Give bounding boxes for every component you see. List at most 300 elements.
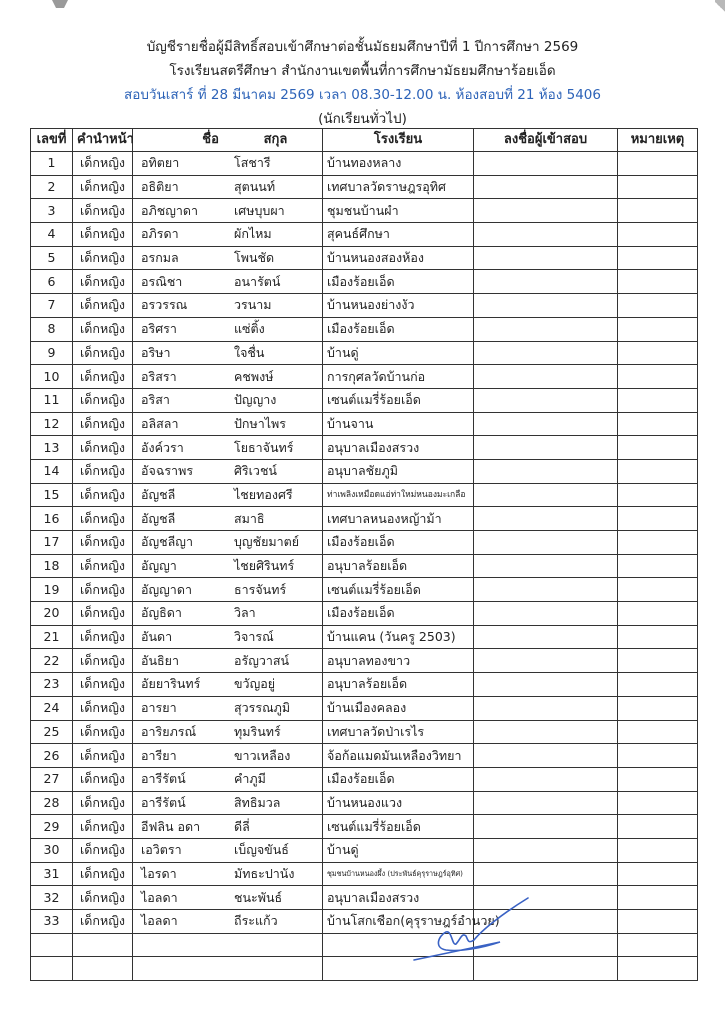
table-row [31,649,698,673]
first-name: อังค์วรา [141,439,184,455]
student-category: (นักเรียนทั่วไป) [318,111,407,127]
signature-cell[interactable] [474,388,618,412]
remark-cell[interactable] [618,175,698,199]
table-row [31,317,698,341]
remark-cell[interactable] [618,507,698,531]
remark-cell[interactable] [618,578,698,602]
row-number: 12 [31,412,73,436]
remark-cell[interactable] [618,886,698,910]
signature-stroke [414,898,528,960]
last-name: วิลา [234,605,256,621]
name-prefix [73,933,133,957]
row-number: 4 [31,223,73,247]
table-row [31,673,698,697]
signature-cell[interactable] [474,720,618,744]
row-number: 8 [31,317,73,341]
last-name: ขาวเหลือง [234,747,291,763]
remark-cell[interactable] [618,838,698,862]
full-name-cell [133,696,323,720]
table-row [31,412,698,436]
row-number: 33 [31,910,73,934]
school-name: สุคนธ์ศึกษา [323,223,474,247]
full-name-cell [133,910,323,934]
signature-cell[interactable] [474,602,618,626]
signature-cell[interactable] [474,862,618,886]
name-prefix: เด็กหญิง [73,673,133,697]
signature-cell[interactable] [474,507,618,531]
signature-cell[interactable] [474,483,618,507]
signature-cell[interactable] [474,815,618,839]
row-number [31,933,73,957]
name-prefix: เด็กหญิง [73,791,133,815]
row-number: 32 [31,886,73,910]
name-prefix: เด็กหญิง [73,531,133,555]
table-row [31,886,698,910]
name-prefix: เด็กหญิง [73,175,133,199]
full-name-cell [133,933,323,957]
remark-cell[interactable] [618,673,698,697]
remark-cell[interactable] [618,246,698,270]
row-number: 17 [31,531,73,555]
remark-cell[interactable] [618,294,698,318]
column-header-school: โรงเรียน [323,129,474,152]
name-prefix: เด็กหญิง [73,578,133,602]
school-name: อนุบาลชัยภูมิ [323,459,474,483]
school-name: เมืองร้อยเอ็ด [323,602,474,626]
name-prefix: เด็กหญิง [73,602,133,626]
name-prefix: เด็กหญิง [73,223,133,247]
remark-cell[interactable] [618,199,698,223]
remark-cell[interactable] [618,412,698,436]
table-row [31,767,698,791]
row-number: 25 [31,720,73,744]
row-number: 21 [31,625,73,649]
signature-cell[interactable] [474,838,618,862]
table-row [31,838,698,862]
name-prefix: เด็กหญิง [73,270,133,294]
school-name: เทศบาลวัดป่าเรไร [323,720,474,744]
table-row [31,270,698,294]
column-header-last-name: สกุล [263,132,288,147]
signature-cell[interactable] [474,578,618,602]
signature-cell[interactable] [474,412,618,436]
name-prefix: เด็กหญิง [73,838,133,862]
full-name-cell [133,554,323,578]
full-name-cell [133,223,323,247]
table-row [31,554,698,578]
last-name: คชพงษ์ [234,368,274,384]
first-name: อารียา [141,747,177,763]
full-name-cell [133,341,323,365]
row-number: 23 [31,673,73,697]
first-name: อันธิยา [141,652,180,668]
first-name: อารยา [141,700,177,716]
school-name: เซนต์แมรี่ร้อยเอ็ด [323,578,474,602]
school-name: อนุบาลเมืองสรวง [323,436,474,460]
signature-cell[interactable] [474,673,618,697]
name-prefix: เด็กหญิง [73,696,133,720]
first-name: อรณิชา [141,273,183,289]
scan-corner-mark [715,0,725,14]
row-number: 13 [31,436,73,460]
school-name: เมืองร้อยเอ็ด [323,317,474,341]
last-name: วิจารณ์ [234,629,274,645]
school-name: เมืองร้อยเอ็ด [323,767,474,791]
name-prefix: เด็กหญิง [73,341,133,365]
table-row [31,223,698,247]
school-name: บ้านดู่ [323,341,474,365]
table-row [31,625,698,649]
row-number: 15 [31,483,73,507]
column-header-prefix: คำนำหน้า [73,129,133,152]
name-prefix: เด็กหญิง [73,720,133,744]
exam-info: สอบวันเสาร์ ที่ 28 มีนาคม 2569 เวลา 08.30-12.00 น. ห้องสอบที่ 21 ห้อง 5406 [124,87,601,103]
first-name: อรกมล [141,250,179,266]
table-row [31,199,698,223]
name-prefix: เด็กหญิง [73,507,133,531]
full-name-cell [133,744,323,768]
school-subtitle: โรงเรียนสตรีศึกษา สำนักงานเขตพื้นที่การศึกษามัธยมศึกษาร้อยเอ็ด [169,63,556,79]
row-number: 6 [31,270,73,294]
signature-cell[interactable] [474,436,618,460]
first-name: อริสา [141,392,170,408]
school-name: เซนต์แมรี่ร้อยเอ็ด [323,815,474,839]
first-name: อภิรดา [141,226,179,242]
row-number: 10 [31,365,73,389]
last-name: เศษบุบผา [234,202,285,218]
full-name-cell [133,436,323,460]
table-row [31,815,698,839]
signature-cell[interactable] [474,531,618,555]
school-name: บ้านจาน [323,412,474,436]
name-prefix: เด็กหญิง [73,436,133,460]
signature-cell[interactable] [474,767,618,791]
full-name-cell [133,957,323,981]
full-name-cell [133,838,323,862]
full-name-cell [133,388,323,412]
first-name: อรวรรณ [141,297,188,313]
last-name: โพนชัด [234,250,275,266]
row-number: 5 [31,246,73,270]
full-name-cell [133,246,323,270]
school-name: เทศบาลวัดราษฎรอุทิศ [323,175,474,199]
school-name: การกุศลวัดบ้านก่อ [323,365,474,389]
school-name: อนุบาลเมืองสรวง [323,886,474,910]
last-name: สมาธิ [234,510,265,526]
table-row [31,602,698,626]
signature-cell[interactable] [474,696,618,720]
first-name: อัยยารินทร์ [141,676,201,692]
remark-cell[interactable] [618,554,698,578]
name-prefix [73,957,133,981]
first-name: อลิสลา [141,415,179,431]
first-name: อาริยภรณ์ [141,723,197,739]
school-name: ชุมชนบ้านผำ [323,199,474,223]
last-name: แซ่ติ้ง [234,321,265,337]
name-prefix: เด็กหญิง [73,294,133,318]
last-name: สุตนนท์ [234,179,276,195]
name-prefix: เด็กหญิง [73,365,133,389]
name-prefix: เด็กหญิง [73,317,133,341]
remark-cell[interactable] [618,649,698,673]
first-name: อทิตยา [141,155,180,171]
table-row [31,294,698,318]
remark-cell[interactable] [618,388,698,412]
signature-cell[interactable] [474,459,618,483]
name-prefix: เด็กหญิง [73,246,133,270]
remark-cell[interactable] [618,720,698,744]
first-name: อภิชญาดา [141,202,199,218]
remark-cell[interactable] [618,483,698,507]
last-name: ถีระแก้ว [234,913,278,929]
table-row [31,744,698,768]
first-name: อริศรา [141,321,177,337]
column-header-signature: ลงชื่อผู้เข้าสอบ [474,129,618,152]
last-name: บุญชัยมาตย์ [234,534,300,550]
remark-cell[interactable] [618,365,698,389]
table-row [31,388,698,412]
table-row [31,365,698,389]
first-name: เอวิตรา [141,842,182,858]
remark-cell[interactable] [618,744,698,768]
student-roster-table [30,128,698,981]
remark-cell[interactable] [618,531,698,555]
row-number: 19 [31,578,73,602]
signature-cell[interactable] [474,175,618,199]
full-name-cell [133,767,323,791]
full-name-cell [133,886,323,910]
name-prefix: เด็กหญิง [73,459,133,483]
row-number: 3 [31,199,73,223]
row-number: 29 [31,815,73,839]
row-number [31,957,73,981]
full-name-cell [133,175,323,199]
first-name: อัญญา [141,558,177,574]
school-name: บ้านโสกเชือก(คุรุราษฎร์อำนวย) [323,910,474,934]
remark-cell[interactable] [618,317,698,341]
column-header-no: เลขที่ [31,129,73,152]
first-name: อีฟลิน อดา [141,818,201,834]
signature-cell[interactable] [474,791,618,815]
scan-corner-mark [52,0,68,18]
remark-cell[interactable] [618,602,698,626]
last-name: สิทธิมวล [234,794,281,810]
remark-cell[interactable] [618,341,698,365]
table-header-row [31,129,698,152]
last-name: ไชยศิรินทร์ [234,558,295,574]
first-name: อารีรัตน์ [141,771,186,787]
signature-cell[interactable] [474,199,618,223]
last-name: โสชารี [234,155,271,171]
name-prefix: เด็กหญิง [73,767,133,791]
signature-cell[interactable] [474,365,618,389]
first-name: อัญธิดา [141,605,182,621]
row-number: 26 [31,744,73,768]
first-name: ไอลดา [141,889,178,905]
last-name: ชนะพันธ์ [234,889,283,905]
last-name: ผักไหม [234,226,272,242]
table-row [31,436,698,460]
signature-cell[interactable] [474,625,618,649]
last-name: ธารจันทร์ [234,581,287,597]
row-number: 24 [31,696,73,720]
table-row [31,459,698,483]
table-body [31,152,698,981]
signature-cell[interactable] [474,317,618,341]
remark-cell[interactable] [618,957,698,981]
column-header-remark: หมายเหตุ [618,129,698,152]
table-row [31,696,698,720]
signature-cell[interactable] [474,294,618,318]
table-row [31,507,698,531]
row-number: 1 [31,152,73,176]
table-row [31,791,698,815]
first-name: อัจฉราพร [141,463,194,479]
table-row [31,483,698,507]
row-number: 14 [31,459,73,483]
name-prefix: เด็กหญิง [73,649,133,673]
last-name: ดีลี่ [234,818,250,834]
remark-cell[interactable] [618,223,698,247]
full-name-cell [133,507,323,531]
last-name: ศิริเวชน์ [234,463,277,479]
last-name: มัทธะปานัง [234,865,295,881]
full-name-cell [133,459,323,483]
empty-table-row [31,933,698,957]
last-name: อนารัตน์ [234,273,281,289]
school-name: บ้านหนองสองห้อง [323,246,474,270]
full-name-cell [133,317,323,341]
name-prefix: เด็กหญิง [73,483,133,507]
row-number: 20 [31,602,73,626]
school-name: อนุบาลร้อยเอ็ด [323,673,474,697]
signature-cell[interactable] [474,649,618,673]
school-name: เซนต์แมรี่ร้อยเอ็ด [323,388,474,412]
signature-cell[interactable] [474,341,618,365]
table-row [31,246,698,270]
document-title: บัญชีรายชื่อผู้มีสิทธิ์สอบเข้าศึกษาต่อชั้นมัธยมศึกษาปีที่ 1 ปีการศึกษา 2569 [146,39,579,55]
remark-cell[interactable] [618,459,698,483]
first-name: อริษา [141,344,171,360]
full-name-cell [133,270,323,294]
signature-cell[interactable] [474,744,618,768]
remark-cell[interactable] [618,862,698,886]
first-name: อริสรา [141,368,177,384]
remark-cell[interactable] [618,436,698,460]
full-name-cell [133,791,323,815]
full-name-cell [133,649,323,673]
table-row [31,578,698,602]
full-name-cell [133,483,323,507]
school-name: บ้านหนองแวง [323,791,474,815]
school-name: ท่าเพลิงเหมือดแอ่ท่าใหม่หนองมะเกลือ [323,483,474,507]
name-prefix: เด็กหญิง [73,815,133,839]
name-prefix: เด็กหญิง [73,152,133,176]
remark-cell[interactable] [618,791,698,815]
name-prefix: เด็กหญิง [73,886,133,910]
last-name: อรัญวาสน์ [234,652,290,668]
first-name: อันดา [141,629,173,645]
remark-cell[interactable] [618,625,698,649]
first-name: อัญญาดา [141,581,192,597]
table-row [31,720,698,744]
remark-cell[interactable] [618,152,698,176]
table-row [31,152,698,176]
row-number: 30 [31,838,73,862]
first-name: อัญชลี [141,486,176,502]
column-header-name [133,129,323,152]
row-number: 16 [31,507,73,531]
table-row [31,910,698,934]
empty-table-row [31,957,698,981]
full-name-cell [133,862,323,886]
school-name: บ้านเมืองคลอง [323,696,474,720]
full-name-cell [133,152,323,176]
name-prefix: เด็กหญิง [73,412,133,436]
first-name: ไอลดา [141,913,178,929]
signature-cell[interactable] [474,246,618,270]
remark-cell[interactable] [618,910,698,934]
remark-cell[interactable] [618,696,698,720]
school-name: เมืองร้อยเอ็ด [323,270,474,294]
remark-cell[interactable] [618,767,698,791]
last-name: ขวัญอยู่ [234,676,276,692]
row-number: 28 [31,791,73,815]
full-name-cell [133,531,323,555]
column-header-first-name: ชื่อ [202,132,219,147]
last-name: ใจชื่น [234,344,265,360]
last-name: โยธาจันทร์ [234,439,294,455]
name-prefix: เด็กหญิง [73,199,133,223]
first-name: อธิติยา [141,179,179,195]
signature-cell[interactable] [474,554,618,578]
first-name: อัญชลี [141,510,176,526]
remark-cell[interactable] [618,933,698,957]
full-name-cell [133,365,323,389]
signature-cell[interactable] [474,270,618,294]
row-number: 7 [31,294,73,318]
row-number: 31 [31,862,73,886]
school-name: เมืองร้อยเอ็ด [323,531,474,555]
name-prefix: เด็กหญิง [73,910,133,934]
school-name: จ้อก้อแมดมันเหลืองวิทยา [323,744,474,768]
signature-scribble [412,896,532,966]
remark-cell[interactable] [618,270,698,294]
last-name: สุวรรณภูมิ [234,700,291,716]
full-name-cell [133,199,323,223]
school-name: บ้านหนองย่างงัว [323,294,474,318]
last-name: ทุมรินทร์ [234,723,281,739]
last-name: ปักษาไพร [234,415,287,431]
name-prefix: เด็กหญิง [73,744,133,768]
first-name: ไอรดา [141,865,177,881]
signature-cell[interactable] [474,152,618,176]
name-prefix: เด็กหญิง [73,862,133,886]
last-name: คำภูมี [234,771,266,787]
last-name: วรนาม [234,297,272,313]
row-number: 22 [31,649,73,673]
full-name-cell [133,578,323,602]
table-row [31,175,698,199]
signature-cell[interactable] [474,223,618,247]
school-name: อนุบาลทองขาว [323,649,474,673]
row-number: 2 [31,175,73,199]
remark-cell[interactable] [618,815,698,839]
name-prefix: เด็กหญิง [73,554,133,578]
last-name: ปัญญาง [234,392,277,408]
table-row [31,862,698,886]
full-name-cell [133,720,323,744]
